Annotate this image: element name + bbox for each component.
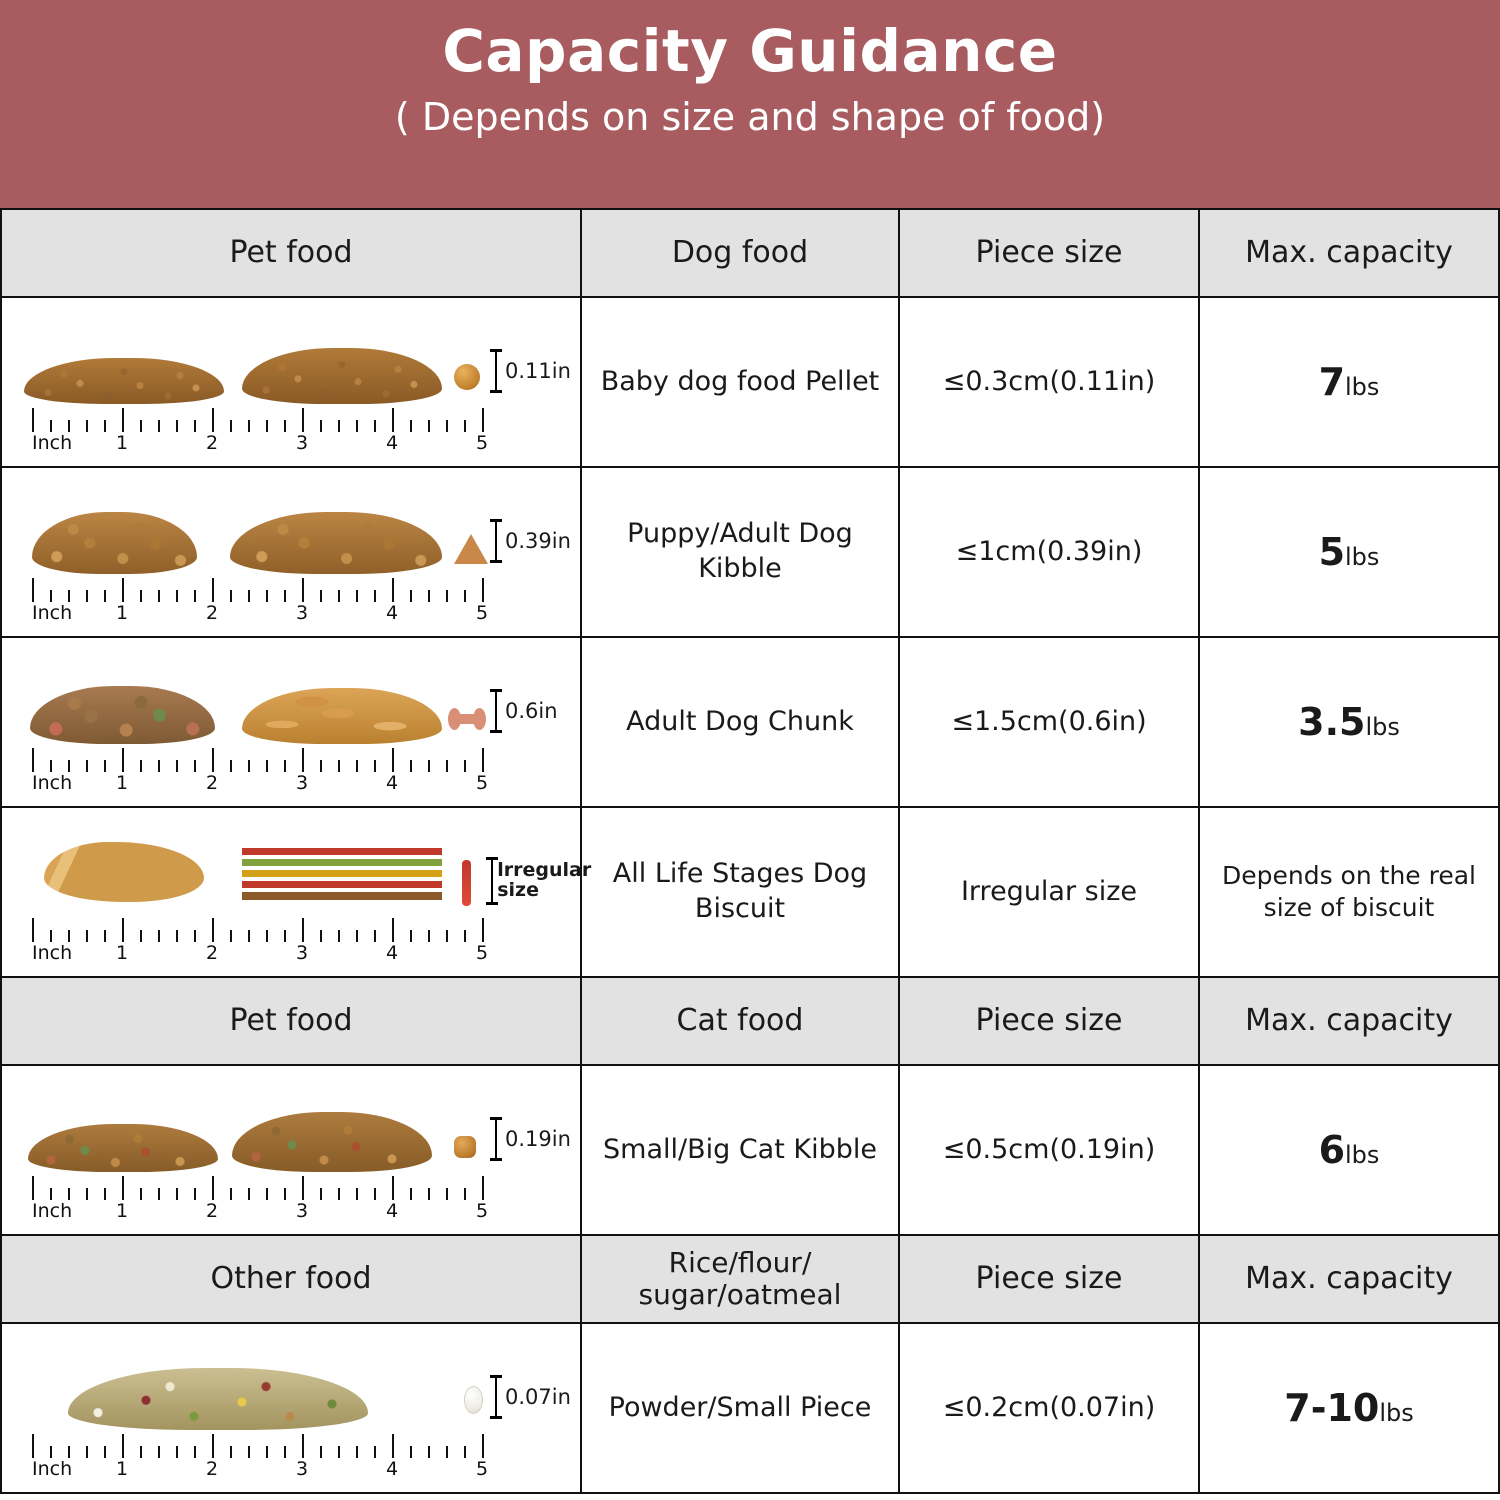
ruler-mark: 2 (205, 772, 219, 794)
ruler-mark: 3 (295, 1200, 309, 1222)
piece-size-label: lrregular size (497, 859, 592, 901)
table-row (1, 297, 1499, 467)
ruler-icon (32, 1432, 500, 1486)
ruler-mark: 5 (475, 942, 489, 964)
ruler-mark: 1 (115, 602, 129, 624)
column-header-max-capacity: Max. capacity (1199, 1235, 1499, 1323)
ruler-mark: 2 (205, 1200, 219, 1222)
ruler-mark: 5 (475, 772, 489, 794)
piece-measure (490, 684, 558, 738)
ruler-unit-label: Inch (32, 1458, 73, 1480)
column-header-line2: sugar/oatmeal (638, 1278, 842, 1311)
jerky-pile-icon (44, 842, 204, 902)
food-sample-cell (1, 807, 592, 977)
single-kibble-icon (454, 534, 488, 564)
column-header-max-capacity: Max. capacity (1199, 977, 1499, 1065)
single-cat-kibble-icon (454, 1136, 476, 1158)
single-pellet-icon (454, 364, 480, 390)
piece-size-value: Irregular size (899, 807, 1199, 977)
table-row (1, 637, 1499, 807)
column-header-pet-food: Pet food (1, 977, 581, 1065)
capacity-unit: lbs (1365, 713, 1400, 741)
column-header-piece-size: Piece size (899, 977, 1199, 1065)
single-bone-piece-icon (448, 706, 486, 732)
ruler-mark: 4 (385, 942, 399, 964)
food-name: Small/Big Cat Kibble (581, 1065, 899, 1235)
max-capacity-value (1199, 637, 1499, 807)
capacity-unit: lbs (1345, 543, 1380, 571)
capacity-number: 7 (1318, 360, 1346, 404)
piece-size-label: 0.39in (505, 528, 571, 553)
table-header-other (1, 1235, 1499, 1323)
ruler-mark: 4 (385, 1458, 399, 1480)
ruler-mark: 1 (115, 772, 129, 794)
piece-size-value: ≤1.5cm(0.6in) (899, 637, 1199, 807)
max-capacity-value (1199, 467, 1499, 637)
ruler-unit-label: Inch (32, 942, 73, 964)
piece-size-label: 0.6in (505, 698, 558, 723)
ruler-mark: 2 (205, 942, 219, 964)
food-pile-group (2, 468, 582, 576)
stick-treats-icon (242, 848, 442, 900)
capacity-unit: lbs (1345, 1141, 1380, 1169)
piece-measure (490, 1370, 571, 1424)
food-sample-cell (1, 1065, 581, 1235)
capacity-number: 7-10 (1284, 1386, 1380, 1430)
ruler-mark: 2 (205, 432, 219, 454)
column-header-pet-food: Pet food (1, 209, 581, 297)
food-sample-cell (1, 637, 581, 807)
single-grain-icon (464, 1386, 483, 1414)
grain-pile-icon (68, 1368, 368, 1430)
food-pile-small-icon (28, 1124, 218, 1172)
food-sample-cell (1, 297, 581, 467)
piece-measure (490, 514, 571, 568)
ruler-unit-label: Inch (32, 602, 73, 624)
piece-measure (486, 854, 595, 908)
food-pile-small-icon (32, 512, 197, 574)
ruler-icon (32, 1174, 500, 1228)
food-sample-cell (1, 1323, 581, 1493)
piece-size-label: 0.07in (505, 1384, 571, 1409)
food-name: All Life Stages Dog Biscuit (581, 807, 899, 977)
page-header (0, 0, 1500, 208)
food-pile-group (2, 808, 592, 916)
table-row (1, 1323, 1499, 1493)
food-pile-large-icon (242, 348, 442, 404)
table-row (1, 807, 1499, 977)
ruler-mark: 4 (385, 432, 399, 454)
table-header-dog (1, 209, 1499, 297)
capacity-number: 5 (1318, 530, 1346, 574)
ruler-icon (32, 576, 500, 630)
ruler-mark: 5 (475, 1458, 489, 1480)
max-capacity-value: Depends on the real size of biscuit (1199, 807, 1499, 977)
piece-measure (490, 1112, 571, 1166)
capacity-table (0, 208, 1500, 1494)
max-capacity-value (1199, 1065, 1499, 1235)
column-header-other-food: Other food (1, 1235, 581, 1323)
capacity-number: 3.5 (1298, 700, 1366, 744)
piece-size-label: 0.11in (505, 358, 571, 383)
piece-size-value: ≤1cm(0.39in) (899, 467, 1199, 637)
food-name: Baby dog food Pellet (581, 297, 899, 467)
page-subtitle: ( Depends on size and shape of food) (394, 94, 1106, 139)
food-pile-large-icon (242, 688, 442, 744)
column-header-max-capacity: Max. capacity (1199, 209, 1499, 297)
piece-size-value: ≤0.5cm(0.19in) (899, 1065, 1199, 1235)
ruler-mark: 5 (475, 602, 489, 624)
food-pile-group (2, 298, 582, 406)
ruler-mark: 1 (115, 942, 129, 964)
table-row (1, 1065, 1499, 1235)
max-capacity-value (1199, 1323, 1499, 1493)
ruler-mark: 4 (385, 602, 399, 624)
piece-size-label: 0.19in (505, 1126, 571, 1151)
ruler-mark: 3 (295, 602, 309, 624)
food-pile-large-icon (230, 512, 442, 574)
food-pile-group (2, 1324, 582, 1432)
piece-measure (490, 344, 571, 398)
ruler-mark: 3 (295, 432, 309, 454)
page-title: Capacity Guidance (442, 17, 1058, 85)
table-row (1, 467, 1499, 637)
food-pile-group (2, 638, 582, 746)
food-pile-large-icon (232, 1112, 432, 1172)
column-header-dog-food: Dog food (581, 209, 899, 297)
food-pile-small-icon (24, 358, 224, 404)
column-header-rice-flour (581, 1235, 899, 1323)
column-header-piece-size: Piece size (899, 209, 1199, 297)
ruler-icon (32, 746, 500, 800)
ruler-mark: 4 (385, 772, 399, 794)
capacity-number: 6 (1318, 1128, 1346, 1172)
ruler-mark: 5 (475, 1200, 489, 1222)
food-pile-small-icon (30, 686, 215, 744)
ruler-unit-label: Inch (32, 772, 73, 794)
capacity-unit: lbs (1379, 1399, 1414, 1427)
column-header-cat-food: Cat food (581, 977, 899, 1065)
piece-size-value: ≤0.2cm(0.07in) (899, 1323, 1199, 1493)
ruler-mark: 2 (205, 602, 219, 624)
piece-size-value: ≤0.3cm(0.11in) (899, 297, 1199, 467)
ruler-mark: 5 (475, 432, 489, 454)
ruler-icon (32, 406, 500, 460)
table-header-cat (1, 977, 1499, 1065)
ruler-mark: 3 (295, 772, 309, 794)
column-header-piece-size: Piece size (899, 1235, 1199, 1323)
ruler-mark: 3 (295, 1458, 309, 1480)
capacity-unit: lbs (1345, 373, 1380, 401)
ruler-unit-label: Inch (32, 1200, 73, 1222)
ruler-mark: 1 (115, 1200, 129, 1222)
max-capacity-value (1199, 297, 1499, 467)
ruler-mark: 1 (115, 432, 129, 454)
food-sample-cell (1, 467, 581, 637)
food-name: Powder/Small Piece (581, 1323, 899, 1493)
ruler-mark: 2 (205, 1458, 219, 1480)
ruler-icon (32, 916, 500, 970)
ruler-unit-label: Inch (32, 432, 73, 454)
food-name: Adult Dog Chunk (581, 637, 899, 807)
food-name: Puppy/Adult Dog Kibble (581, 467, 899, 637)
column-header-line1: Rice/flour/ (668, 1245, 812, 1279)
ruler-mark: 4 (385, 1200, 399, 1222)
food-pile-group (2, 1066, 582, 1174)
ruler-mark: 3 (295, 942, 309, 964)
ruler-mark: 1 (115, 1458, 129, 1480)
single-stick-icon (462, 860, 471, 906)
